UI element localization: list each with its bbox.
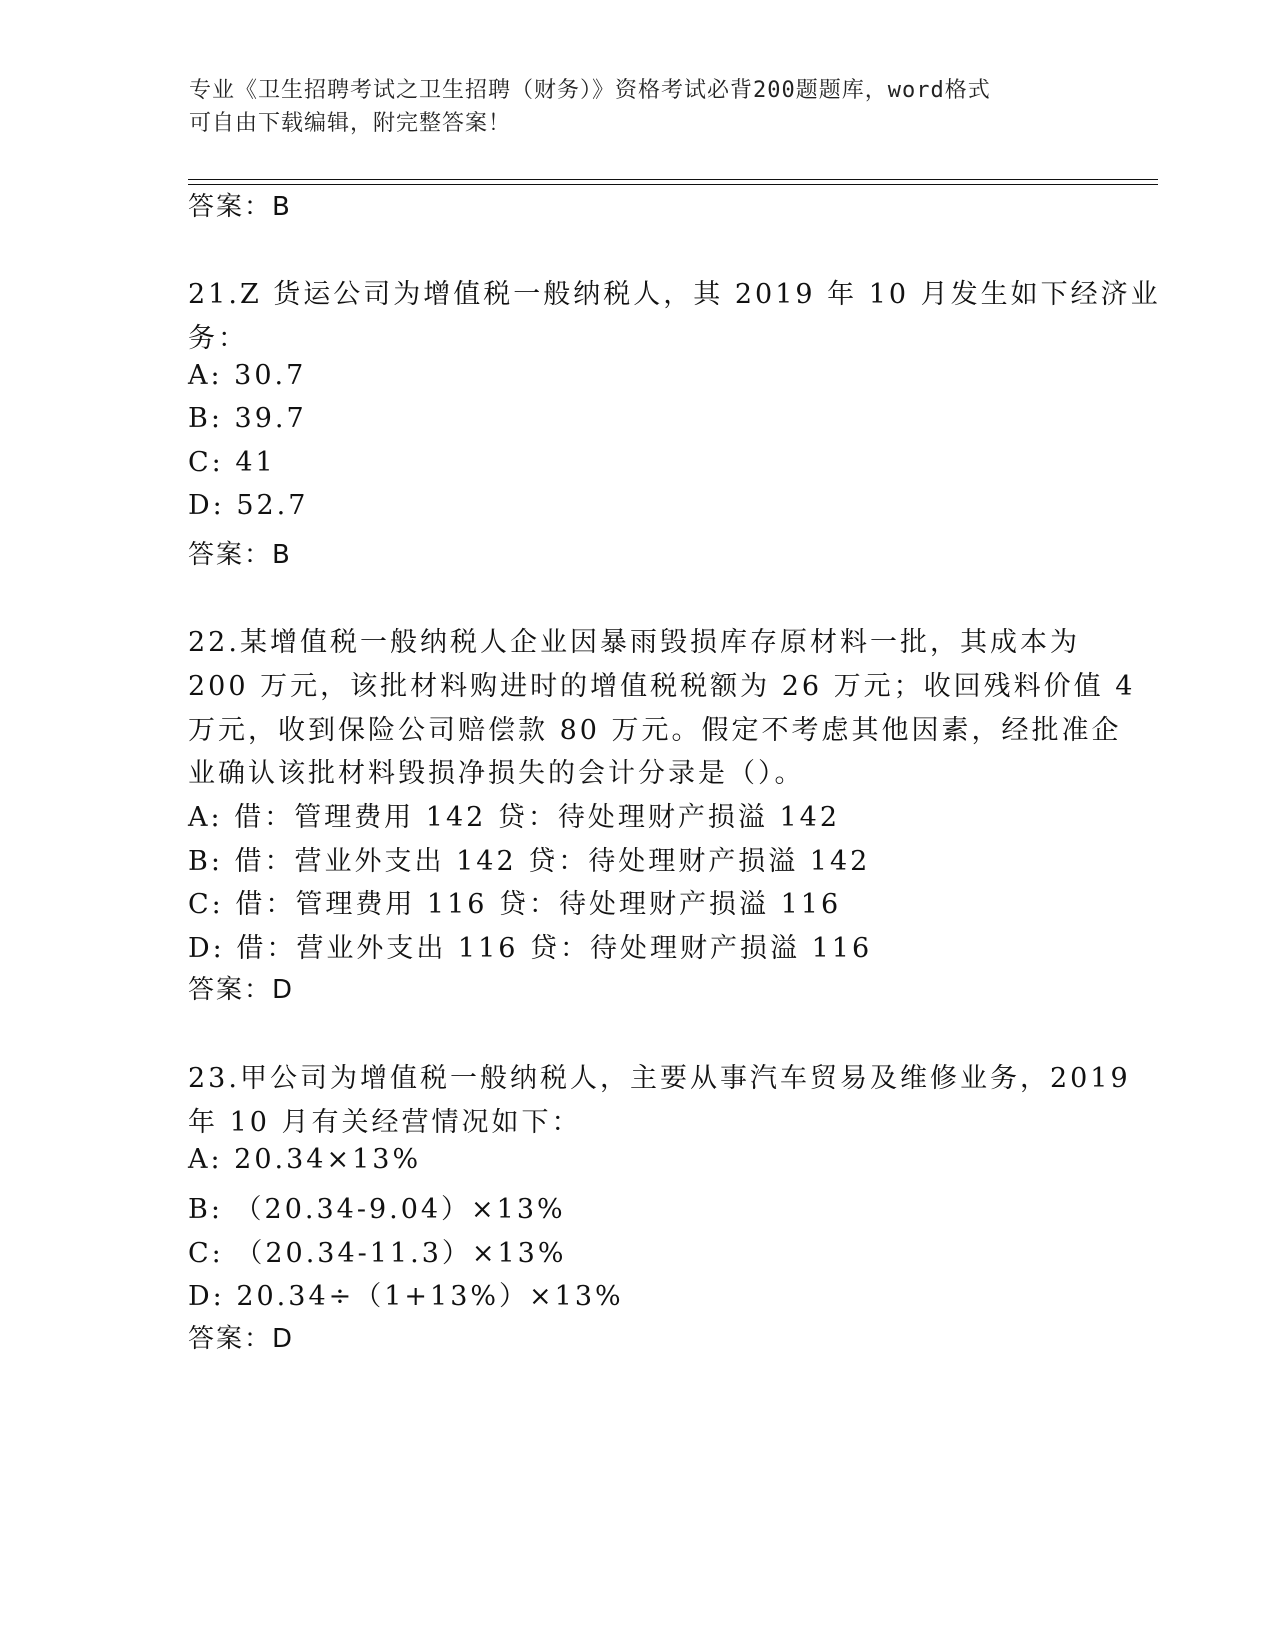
previous-answer: 答案：B <box>188 192 292 222</box>
document-header <box>189 74 1069 140</box>
header-title-line-2: 可自由下载编辑，附完整答案！ <box>189 111 512 136</box>
q22-stem-line-1: 22.某增值税一般纳税人企业因暴雨毁损库存原材料一批，其成本为 <box>188 627 1080 658</box>
q21-option-d: D: 52.7 <box>188 490 309 521</box>
q21-option-b: B: 39.7 <box>188 403 307 434</box>
q23-stem-line-2: 年 10 月有关经营情况如下： <box>188 1107 582 1138</box>
q21-option-a: A: 30.7 <box>188 360 307 391</box>
q23-stem-line-1: 23.甲公司为增值税一般纳税人，主要从事汽车贸易及维修业务，2019 <box>188 1063 1131 1094</box>
header-title-line-1: 专业《卫生招聘考试之卫生招聘（财务）》资格考试必背200题题库，word格式 <box>189 78 991 103</box>
q22-answer: 答案：D <box>188 975 295 1005</box>
header-rule-top <box>188 179 1158 180</box>
q22-option-a: A: 借：管理费用 142 贷：待处理财产损溢 142 <box>188 802 840 833</box>
q22-stem-line-3: 万元，收到保险公司赔偿款 80 万元。假定不考虑其他因素，经批准企 <box>188 715 1122 746</box>
q21-stem-line-1: 21.Z 货运公司为增值税一般纳税人，其 2019 年 10 月发生如下经济业 <box>188 279 1161 310</box>
q22-option-b: B: 借：营业外支出 142 贷：待处理财产损溢 142 <box>188 846 871 877</box>
q21-option-c: C: 41 <box>188 447 276 478</box>
q23-option-a: A: 20.34×13% <box>188 1144 422 1175</box>
q22-stem-line-4: 业确认该批材料毁损净损失的会计分录是（）。 <box>188 758 805 789</box>
q23-answer: 答案：D <box>188 1324 295 1354</box>
q22-stem-line-2: 200 万元，该批材料购进时的增值税税额为 26 万元；收回残料价值 4 <box>188 671 1136 702</box>
q23-option-d: D: 20.34÷（1+13%）×13% <box>188 1281 624 1312</box>
q23-option-c: C: （20.34-11.3）×13% <box>188 1238 567 1269</box>
q21-answer: 答案：B <box>188 540 292 570</box>
q21-stem-line-2: 务： <box>188 323 248 354</box>
q22-option-d: D: 借：营业外支出 116 贷：待处理财产损溢 116 <box>188 933 873 964</box>
header-rule-bottom <box>188 184 1158 185</box>
q22-option-c: C: 借：管理费用 116 贷：待处理财产损溢 116 <box>188 889 842 920</box>
q23-option-b: B: （20.34-9.04）×13% <box>188 1194 566 1225</box>
